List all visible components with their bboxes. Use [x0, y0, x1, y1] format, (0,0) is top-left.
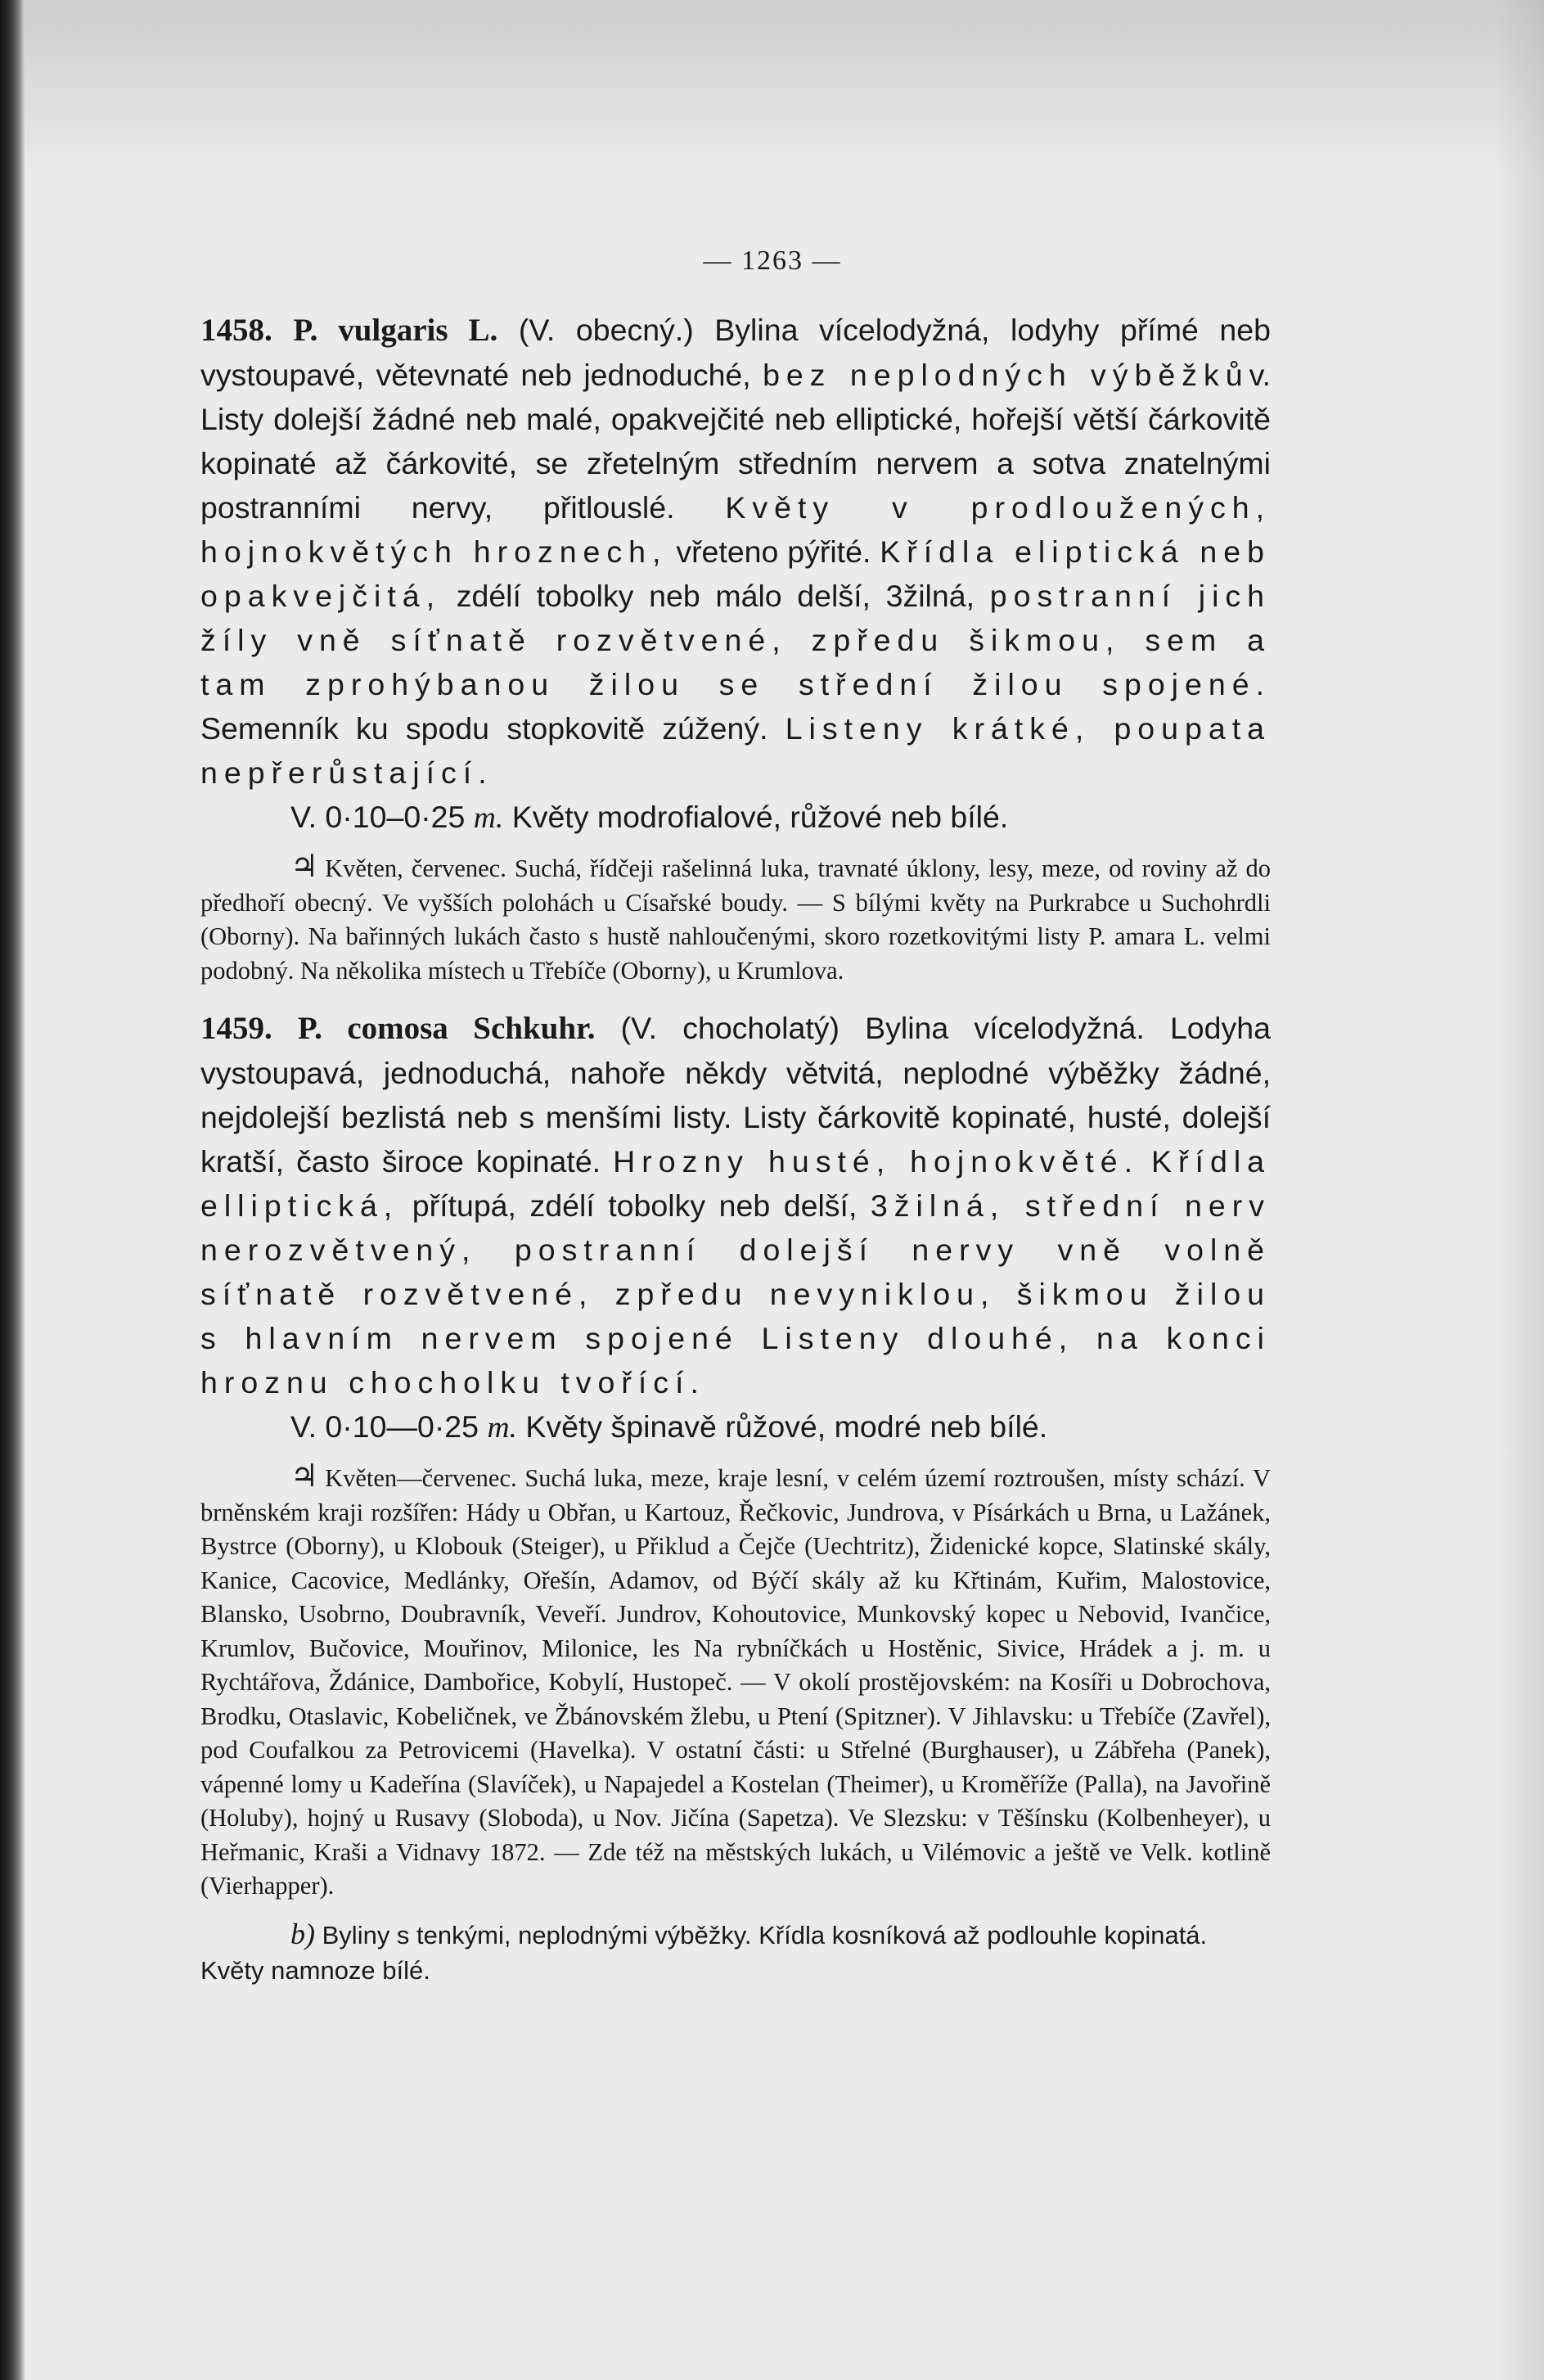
species-entry-1458 [200, 308, 1271, 988]
size-line [200, 795, 1271, 841]
subgroup-heading [200, 1917, 1271, 1988]
species-number: 1459. [200, 1011, 272, 1046]
size-value: V. 0·10—0·25 [290, 1409, 479, 1444]
description-text: zdélí tobolky neb málo delší, 3žilná, [456, 579, 975, 613]
description-text: Bylina vícelodyžná. Lodyha vystoupavá, jednoduchá, nahoře někdy větvitá, neplodné výběžky žádné, nejdolejší bezlistá neb s menšími listy. Listy čárkovitě kopinaté, husté, dolejší kratší, často široce kopinaté. [200, 1011, 1271, 1179]
distribution-note [200, 850, 1271, 988]
page-content [200, 246, 1271, 2013]
flower-color: Květy špinavě růžové, modré neb bílé. [525, 1409, 1048, 1444]
species-name: P. comosa Schkuhr. [297, 1011, 596, 1046]
size-unit: m. [473, 801, 504, 835]
emphasized-text: Květy v prodloužených, hojnokvětých hroznech, [200, 490, 1271, 569]
emphasized-text: Křídla eliptická neb opakvejčitá, [200, 534, 1271, 613]
subgroup-text: Byliny s tenkými, neplodnými výběžky. Křídla kosníková až podlouhle kopinatá. Květy namnoze bílé. [200, 1920, 1208, 1985]
description-text: Semenník ku spodu stopkovitě zúžený. [200, 711, 768, 746]
emphasized-text: Křídla elliptická, [200, 1144, 1272, 1223]
emphasized-text: bez neplodných výběžků [763, 358, 1249, 392]
page-binding-edge [0, 0, 25, 2380]
perennial-symbol-icon: ♃ [290, 1459, 319, 1494]
species-name: P. vulgaris L. [293, 313, 498, 348]
emphasized-text: 3žilná, střední nerv nerozvětvený, postranní dolejší nervy vně volně síťnatě rozvětvené, zpředu nevyniklou, šikmou žilou s hlavním nervem spojené Listeny dlouhé, na konci hroznu chocholku tvořící. [200, 1188, 1271, 1400]
description-text: v. Listy dolejší žádné neb malé, opakvejčité neb elliptické, hořejší větší čárkovitě kopinaté až čárkovité, se zřetelným středním nervem a sotva znatelnými postranními nervy, přitlouslé. [200, 358, 1272, 525]
species-entry-1459 [200, 1006, 1271, 1904]
page-shadow-right [1495, 0, 1544, 2380]
size-line [200, 1404, 1271, 1450]
subgroup-letter: b) [290, 1917, 315, 1950]
common-name: (V. chocholatý) [620, 1011, 840, 1045]
description-text: vřeteno pýřité. [676, 534, 871, 569]
size-value: V. 0·10–0·25 [290, 800, 466, 834]
distribution-note [200, 1460, 1271, 1904]
perennial-symbol-icon: ♃ [290, 850, 319, 884]
description-text: Bylina vícelodyžná, lodyhy přímé neb vystoupavé, větevnaté neb jednoduché, [200, 313, 1271, 392]
page-number: — 1263 — [703, 246, 842, 276]
distribution-text: Květen, červenec. Suchá, řídčeji rašelinná luka, travnaté úklony, lesy, meze, od roviny až do předhoří obecný. Ve vyšších polohách u Císařské boudy. — S bílými květy na Purkrabce u Suchohrdli (Oborny). Na bařinných lukách často s hustě nahloučenými, skoro rozetkovitými listy P. amara L. velmi podobný. Na několika místech u Třebíče (Oborny), u Krumlova. [200, 854, 1271, 985]
emphasized-text: postranní jich žíly vně síťnatě rozvětvené, zpředu šikmou, sem a tam zprohýbanou žilou se střední žilou spojené. [200, 579, 1272, 701]
species-description [200, 308, 1271, 795]
common-name: (V. obecný.) [518, 313, 694, 347]
distribution-text: Květen—červenec. Suchá luka, meze, kraje lesní, v celém území roztroušen, místy schází. V brněnském kraji rozšířen: Hády u Obřan, u Kartouz, Řečkovic, Jundrova, v Písárkách u Brna, u Lažánek, Bystrce (Oborny), u Klobouk (Steiger), u Přiklud a Čejče (Uechtritz), Židenické kopce, Slatinské skály, Kanice, Cacovice, Medlánky, Ořešín, Adamov, od Býčí skály až ku Křtinám, Kuřim, Malostovice, Blansko, Usobrno, Doubravník, Veveří. Jundrov, Kohoutovice, Munkovský kopec u Nebovid, Ivančice, Krumlov, Bučovice, Mouřinov, Milonice, les Na rybníčkách u Hostěnic, Sivice, Hrádek a j. m. u Rychtářova, Ždánice, Dambořice, Kobylí, Hustopeč. — V okolí prostějovském: na Kosíři u Dobrochova, Brodku, Otaslavic, Kobeličnek, ve Žbánovském žlebu, u Ptení (Spitzner). V Jihlavsku: u Třebíče (Zavřel), pod Coufalkou za Petrovicemi (Havelka). V ostatní části: u Střelné (Burghauser), u Zábřeha (Panek), vápenné lomy u Kadeřína (Slavíček), u Napajedel a Kostelan (Theimer), u Kroměříže (Palla), na Javořině (Holuby), hojný u Rusavy (Sloboda), u Nov. Jičína (Sapetza). Ve Slezsku: v Těšínsku (Kolbenheyer), u Heřmanic, Kraši a Vidnavy 1872. — Zde též na městských lukách, u Vilémovic a ještě ve Velk. kotlině (Vierhapper). [200, 1464, 1271, 1900]
description-text: přítupá, zdélí tobolky neb delší, [412, 1188, 858, 1223]
page-shadow-top [25, 0, 1544, 180]
emphasized-text: Hrozny husté, hojnokvěté. [613, 1144, 1139, 1179]
species-number: 1458. [200, 313, 272, 348]
emphasized-text: Listeny krátké, poupata nepřerůstající. [200, 711, 1272, 790]
species-description [200, 1006, 1271, 1404]
flower-color: Květy modrofialové, růžové neb bílé. [511, 800, 1009, 834]
size-unit: m. [487, 1411, 517, 1445]
